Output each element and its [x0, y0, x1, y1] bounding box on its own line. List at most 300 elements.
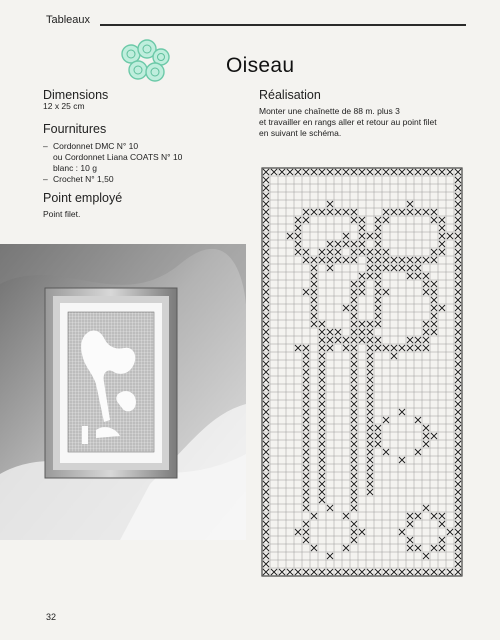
filled-cell-mark — [367, 249, 373, 255]
filled-cell-mark — [351, 529, 357, 535]
filled-cell-mark — [303, 465, 309, 471]
filled-cell-mark — [319, 489, 325, 495]
filled-cell-mark — [263, 209, 269, 215]
filled-cell-mark — [431, 313, 437, 319]
filled-cell-mark — [303, 289, 309, 295]
filled-cell-mark — [263, 569, 269, 575]
filled-cell-mark — [391, 209, 397, 215]
fournitures-list — [43, 141, 182, 185]
filled-cell-mark — [263, 177, 269, 183]
filled-cell-mark — [335, 569, 341, 575]
filled-cell-mark — [455, 553, 461, 559]
filled-cell-mark — [455, 409, 461, 415]
filled-cell-mark — [447, 529, 453, 535]
filled-cell-mark — [455, 457, 461, 463]
filled-cell-mark — [375, 273, 381, 279]
filled-cell-mark — [311, 257, 317, 263]
filled-cell-mark — [391, 265, 397, 271]
filled-cell-mark — [383, 249, 389, 255]
filled-cell-mark — [303, 169, 309, 175]
filled-cell-mark — [351, 297, 357, 303]
filled-cell-mark — [431, 321, 437, 327]
filled-cell-mark — [263, 265, 269, 271]
filled-cell-mark — [367, 441, 373, 447]
filled-cell-mark — [431, 281, 437, 287]
filled-cell-mark — [375, 305, 381, 311]
page-header — [46, 14, 466, 30]
filled-cell-mark — [263, 361, 269, 367]
filled-cell-mark — [335, 249, 341, 255]
filled-cell-mark — [359, 281, 365, 287]
filled-cell-mark — [423, 281, 429, 287]
filled-cell-mark — [319, 169, 325, 175]
filled-cell-mark — [351, 409, 357, 415]
filled-cell-mark — [319, 441, 325, 447]
filled-cell-mark — [343, 345, 349, 351]
filled-cell-mark — [303, 433, 309, 439]
page-number: 32 — [46, 612, 57, 622]
filled-cell-mark — [295, 225, 301, 231]
filled-cell-mark — [431, 513, 437, 519]
filled-cell-mark — [335, 169, 341, 175]
filled-cell-mark — [455, 177, 461, 183]
filled-cell-mark — [375, 337, 381, 343]
filled-cell-mark — [367, 257, 373, 263]
filled-cell-mark — [303, 361, 309, 367]
filled-cell-mark — [263, 201, 269, 207]
filled-cell-mark — [367, 329, 373, 335]
filled-cell-mark — [439, 241, 445, 247]
filled-cell-mark — [319, 473, 325, 479]
filled-cell-mark — [367, 425, 373, 431]
filled-cell-mark — [423, 169, 429, 175]
filled-cell-mark — [367, 457, 373, 463]
filled-cell-mark — [455, 297, 461, 303]
filled-cell-mark — [263, 169, 269, 175]
filled-cell-mark — [375, 225, 381, 231]
filled-cell-mark — [407, 569, 413, 575]
filled-cell-mark — [335, 257, 341, 263]
filled-cell-mark — [327, 345, 333, 351]
filled-cell-mark — [351, 209, 357, 215]
filled-cell-mark — [327, 249, 333, 255]
filled-cell-mark — [455, 313, 461, 319]
filled-cell-mark — [263, 233, 269, 239]
filled-cell-mark — [263, 529, 269, 535]
filled-cell-mark — [455, 249, 461, 255]
filled-cell-mark — [439, 513, 445, 519]
filled-cell-mark — [391, 257, 397, 263]
filled-cell-mark — [351, 377, 357, 383]
filled-cell-mark — [455, 537, 461, 543]
filled-cell-mark — [319, 433, 325, 439]
filled-cell-mark — [455, 241, 461, 247]
filled-cell-mark — [303, 385, 309, 391]
filled-cell-mark — [303, 209, 309, 215]
filled-cell-mark — [351, 417, 357, 423]
filled-cell-mark — [319, 329, 325, 335]
filled-cell-mark — [359, 289, 365, 295]
filled-cell-mark — [367, 465, 373, 471]
filled-cell-mark — [327, 241, 333, 247]
filled-cell-mark — [375, 433, 381, 439]
filled-cell-mark — [455, 377, 461, 383]
filled-cell-mark — [455, 465, 461, 471]
filled-cell-mark — [319, 385, 325, 391]
filled-cell-mark — [455, 273, 461, 279]
filled-cell-mark — [367, 409, 373, 415]
filled-cell-mark — [351, 329, 357, 335]
filled-cell-mark — [383, 449, 389, 455]
filled-cell-mark — [263, 441, 269, 447]
filled-cell-mark — [447, 233, 453, 239]
filled-cell-mark — [455, 441, 461, 447]
filled-cell-mark — [351, 521, 357, 527]
filled-cell-mark — [263, 185, 269, 191]
filled-cell-mark — [375, 217, 381, 223]
filled-cell-mark — [319, 401, 325, 407]
filled-cell-mark — [359, 329, 365, 335]
filled-cell-mark — [311, 297, 317, 303]
filled-cell-mark — [295, 241, 301, 247]
filled-cell-mark — [367, 393, 373, 399]
filled-cell-mark — [343, 241, 349, 247]
filled-cell-mark — [351, 257, 357, 263]
page-title: Oiseau — [226, 54, 295, 77]
filled-cell-mark — [263, 297, 269, 303]
filled-cell-mark — [455, 201, 461, 207]
filled-cell-mark — [431, 289, 437, 295]
filled-cell-mark — [415, 569, 421, 575]
filled-cell-mark — [351, 481, 357, 487]
filled-cell-mark — [263, 225, 269, 231]
fournitures-heading: Fournitures — [43, 122, 107, 136]
filled-cell-mark — [383, 257, 389, 263]
filled-cell-mark — [423, 425, 429, 431]
filled-cell-mark — [367, 345, 373, 351]
filled-cell-mark — [375, 265, 381, 271]
filled-cell-mark — [423, 553, 429, 559]
filled-cell-mark — [303, 489, 309, 495]
filled-cell-mark — [303, 537, 309, 543]
filled-cell-mark — [383, 417, 389, 423]
filled-cell-mark — [351, 321, 357, 327]
filled-cell-mark — [367, 369, 373, 375]
filled-cell-mark — [351, 169, 357, 175]
filled-cell-mark — [295, 345, 301, 351]
filled-cell-mark — [415, 273, 421, 279]
filled-cell-mark — [263, 193, 269, 199]
filled-cell-mark — [311, 321, 317, 327]
filet-pattern-chart — [256, 162, 468, 582]
filled-cell-mark — [351, 497, 357, 503]
filled-cell-mark — [351, 217, 357, 223]
filled-cell-mark — [303, 425, 309, 431]
filled-cell-mark — [311, 169, 317, 175]
filled-cell-mark — [351, 473, 357, 479]
filled-cell-mark — [455, 265, 461, 271]
filled-cell-mark — [439, 545, 445, 551]
filled-cell-mark — [343, 209, 349, 215]
filled-cell-mark — [351, 337, 357, 343]
filled-cell-mark — [263, 513, 269, 519]
filled-cell-mark — [415, 449, 421, 455]
filled-cell-mark — [303, 449, 309, 455]
filled-cell-mark — [263, 553, 269, 559]
filled-cell-mark — [359, 337, 365, 343]
filled-cell-mark — [455, 217, 461, 223]
filled-cell-mark — [303, 401, 309, 407]
filled-cell-mark — [327, 329, 333, 335]
filled-cell-mark — [407, 513, 413, 519]
filled-cell-mark — [431, 217, 437, 223]
filled-cell-mark — [351, 537, 357, 543]
filled-cell-mark — [351, 569, 357, 575]
filled-cell-mark — [263, 417, 269, 423]
filled-cell-mark — [263, 337, 269, 343]
filled-cell-mark — [327, 169, 333, 175]
filled-cell-mark — [455, 321, 461, 327]
filled-cell-mark — [455, 209, 461, 215]
section-label: Tableaux — [46, 14, 91, 26]
filled-cell-mark — [303, 345, 309, 351]
filled-cell-mark — [263, 425, 269, 431]
filled-cell-mark — [447, 169, 453, 175]
filled-cell-mark — [367, 569, 373, 575]
filled-cell-mark — [455, 281, 461, 287]
filled-cell-mark — [279, 569, 285, 575]
filled-cell-mark — [367, 233, 373, 239]
filled-cell-mark — [367, 321, 373, 327]
filled-cell-mark — [391, 569, 397, 575]
filled-cell-mark — [455, 489, 461, 495]
filled-cell-mark — [335, 209, 341, 215]
filled-cell-mark — [351, 393, 357, 399]
filled-cell-mark — [455, 505, 461, 511]
filled-cell-mark — [263, 313, 269, 319]
filled-cell-mark — [367, 353, 373, 359]
filled-cell-mark — [303, 505, 309, 511]
filled-cell-mark — [367, 489, 373, 495]
filled-cell-mark — [303, 217, 309, 223]
filled-cell-mark — [343, 257, 349, 263]
filled-cell-mark — [263, 305, 269, 311]
filled-cell-mark — [351, 353, 357, 359]
filled-cell-mark — [263, 561, 269, 567]
filled-cell-mark — [263, 465, 269, 471]
filled-cell-mark — [359, 249, 365, 255]
filled-cell-mark — [319, 409, 325, 415]
filled-cell-mark — [335, 337, 341, 343]
filled-cell-mark — [319, 417, 325, 423]
filled-cell-mark — [407, 257, 413, 263]
filled-cell-mark — [311, 305, 317, 311]
filled-cell-mark — [295, 217, 301, 223]
filled-cell-mark — [375, 321, 381, 327]
chart-grid — [262, 168, 462, 576]
filled-cell-mark — [375, 425, 381, 431]
filled-cell-mark — [415, 417, 421, 423]
filled-cell-mark — [455, 329, 461, 335]
filled-cell-mark — [439, 569, 445, 575]
realisation-heading: Réalisation — [259, 88, 321, 102]
filled-cell-mark — [415, 209, 421, 215]
filled-cell-mark — [319, 361, 325, 367]
framed-filet-photo — [0, 244, 246, 540]
filled-cell-mark — [327, 265, 333, 271]
filled-cell-mark — [367, 265, 373, 271]
filled-cell-mark — [319, 497, 325, 503]
filled-cell-mark — [319, 377, 325, 383]
filled-cell-mark — [399, 257, 405, 263]
filled-cell-mark — [455, 433, 461, 439]
filled-cell-mark — [375, 289, 381, 295]
filled-cell-mark — [375, 249, 381, 255]
filled-cell-mark — [415, 265, 421, 271]
filled-cell-mark — [399, 209, 405, 215]
dimensions-value: 12 x 25 cm — [43, 101, 85, 111]
filled-cell-mark — [455, 361, 461, 367]
filled-cell-mark — [407, 521, 413, 527]
filled-cell-mark — [303, 569, 309, 575]
filled-cell-mark — [319, 425, 325, 431]
filled-cell-mark — [407, 273, 413, 279]
filled-cell-mark — [375, 281, 381, 287]
filled-cell-mark — [439, 305, 445, 311]
filled-cell-mark — [431, 329, 437, 335]
filled-cell-mark — [359, 169, 365, 175]
filled-cell-mark — [263, 537, 269, 543]
filled-cell-mark — [439, 169, 445, 175]
filled-cell-mark — [455, 401, 461, 407]
filled-cell-mark — [415, 257, 421, 263]
filled-cell-mark — [455, 529, 461, 535]
filled-cell-mark — [319, 353, 325, 359]
filled-cell-mark — [351, 289, 357, 295]
filled-cell-mark — [455, 233, 461, 239]
filled-cell-mark — [367, 361, 373, 367]
filled-cell-mark — [423, 257, 429, 263]
filled-cell-mark — [455, 425, 461, 431]
list-item: – Cordonnet DMC N° 10 ou Cordonnet Liana COATS N° 10 blanc : 10 g — [43, 141, 183, 173]
filled-cell-mark — [375, 233, 381, 239]
filled-cell-mark — [263, 457, 269, 463]
filled-cell-mark — [455, 225, 461, 231]
filled-cell-mark — [303, 353, 309, 359]
filled-cell-mark — [383, 265, 389, 271]
filled-cell-mark — [359, 273, 365, 279]
filled-cell-mark — [367, 169, 373, 175]
filled-cell-mark — [407, 337, 413, 343]
filled-cell-mark — [423, 329, 429, 335]
filled-cell-mark — [311, 209, 317, 215]
filled-cell-mark — [319, 465, 325, 471]
filled-cell-mark — [423, 209, 429, 215]
filled-cell-mark — [327, 569, 333, 575]
filled-cell-mark — [303, 521, 309, 527]
filled-cell-mark — [263, 393, 269, 399]
filled-cell-mark — [351, 305, 357, 311]
filled-cell-mark — [263, 377, 269, 383]
filled-cell-mark — [367, 433, 373, 439]
filled-cell-mark — [359, 569, 365, 575]
filled-cell-mark — [455, 545, 461, 551]
filled-cell-mark — [391, 353, 397, 359]
filled-cell-mark — [431, 209, 437, 215]
filled-cell-mark — [263, 257, 269, 263]
filled-cell-mark — [343, 337, 349, 343]
filled-cell-mark — [423, 441, 429, 447]
filled-cell-mark — [319, 569, 325, 575]
filled-cell-mark — [407, 345, 413, 351]
filled-cell-mark — [431, 433, 437, 439]
filled-cell-mark — [455, 393, 461, 399]
filled-cell-mark — [439, 537, 445, 543]
filled-cell-mark — [375, 345, 381, 351]
filled-cell-mark — [391, 169, 397, 175]
filled-cell-mark — [319, 257, 325, 263]
filled-cell-mark — [295, 249, 301, 255]
filled-cell-mark — [423, 433, 429, 439]
filled-cell-mark — [407, 201, 413, 207]
filled-cell-mark — [415, 513, 421, 519]
filled-cell-mark — [335, 241, 341, 247]
filled-cell-mark — [263, 433, 269, 439]
filled-cell-mark — [367, 481, 373, 487]
filled-cell-mark — [263, 217, 269, 223]
filled-cell-mark — [399, 529, 405, 535]
filled-cell-mark — [367, 337, 373, 343]
filled-cell-mark — [359, 241, 365, 247]
point-value: Point filet. — [43, 209, 81, 219]
filled-cell-mark — [455, 305, 461, 311]
filled-cell-mark — [439, 233, 445, 239]
filled-cell-mark — [303, 473, 309, 479]
filled-cell-mark — [383, 169, 389, 175]
filled-cell-mark — [319, 337, 325, 343]
filled-cell-mark — [423, 345, 429, 351]
filled-cell-mark — [327, 257, 333, 263]
list-item-text: Cordonnet DMC N° 10 ou Cordonnet Liana COATS N° 10 blanc : 10 g — [53, 141, 183, 173]
filled-cell-mark — [263, 329, 269, 335]
filled-cell-mark — [311, 313, 317, 319]
filled-cell-mark — [263, 409, 269, 415]
filled-cell-mark — [455, 353, 461, 359]
filled-cell-mark — [439, 521, 445, 527]
filled-cell-mark — [391, 345, 397, 351]
filled-cell-mark — [319, 249, 325, 255]
list-item: – Crochet N° 1,50 — [43, 174, 114, 184]
filled-cell-mark — [295, 569, 301, 575]
filled-cell-mark — [399, 457, 405, 463]
filled-cell-mark — [455, 289, 461, 295]
filled-cell-mark — [455, 449, 461, 455]
filled-cell-mark — [303, 417, 309, 423]
filled-cell-mark — [271, 569, 277, 575]
filled-cell-mark — [351, 313, 357, 319]
filled-cell-mark — [343, 545, 349, 551]
filled-cell-mark — [367, 417, 373, 423]
filled-cell-mark — [351, 369, 357, 375]
filled-cell-mark — [263, 385, 269, 391]
filled-cell-mark — [455, 561, 461, 567]
filled-cell-mark — [431, 569, 437, 575]
filled-cell-mark — [343, 169, 349, 175]
filled-cell-mark — [359, 321, 365, 327]
filled-cell-mark — [407, 209, 413, 215]
filled-cell-mark — [375, 241, 381, 247]
filled-cell-mark — [351, 345, 357, 351]
